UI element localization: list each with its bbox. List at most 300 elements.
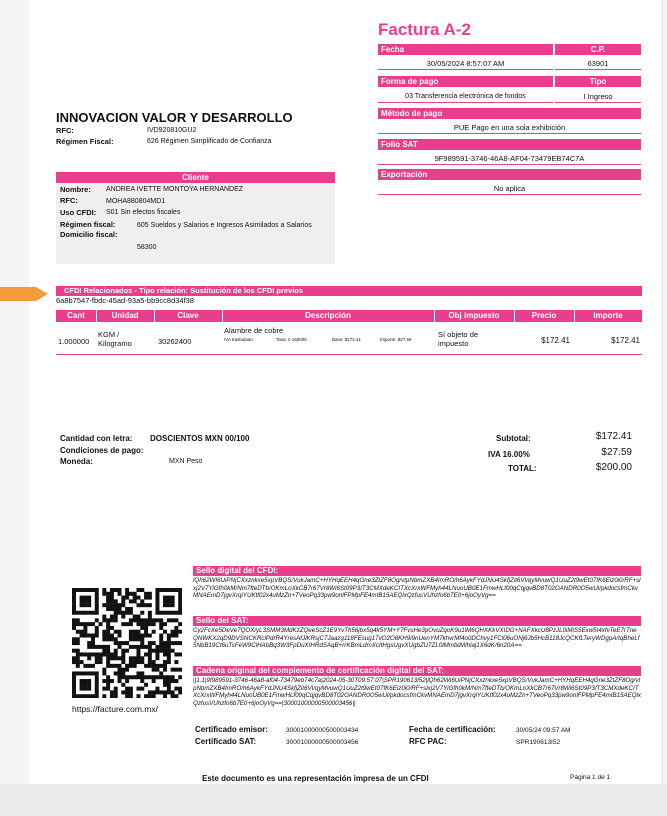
qr-module xyxy=(136,687,140,691)
qr-module xyxy=(114,694,118,698)
qr-module xyxy=(106,622,110,626)
fecha-cert-value: 30/05/24 09:57 AM xyxy=(516,727,571,734)
qr-module xyxy=(110,679,114,683)
qr-module xyxy=(102,603,106,607)
qr-module xyxy=(95,599,99,603)
qr-module xyxy=(110,618,114,622)
qr-module xyxy=(167,588,171,592)
col-separator xyxy=(222,310,223,322)
qr-module xyxy=(129,592,133,596)
qr-module xyxy=(102,592,106,596)
qr-module xyxy=(163,675,167,679)
qr-module xyxy=(140,603,144,607)
qr-module xyxy=(83,664,87,668)
qr-module xyxy=(155,588,159,592)
qr-module xyxy=(167,637,171,641)
issuer-regimen-value: 626 Régimen Simplificado de Confianza xyxy=(147,138,272,145)
qr-module xyxy=(163,599,167,603)
qr-module xyxy=(87,656,91,660)
qr-module xyxy=(106,630,110,634)
qr-module xyxy=(174,630,178,634)
qr-module xyxy=(87,599,91,603)
qr-module xyxy=(121,622,125,626)
qr-module xyxy=(152,630,156,634)
qr-module xyxy=(167,652,171,656)
qr-module xyxy=(118,603,122,607)
qr-module xyxy=(91,645,95,649)
qr-module xyxy=(155,618,159,622)
qr-module xyxy=(72,588,76,592)
qr-module xyxy=(133,656,137,660)
qr-module xyxy=(159,645,163,649)
col-cant: Cant xyxy=(67,311,85,320)
qr-module xyxy=(155,599,159,603)
qr-module xyxy=(76,664,80,668)
qr-module xyxy=(152,694,156,698)
qr-module xyxy=(91,664,95,668)
qr-module xyxy=(174,641,178,645)
qr-module xyxy=(121,603,125,607)
metodo-pago-label: Método de pago xyxy=(378,108,641,119)
qr-module xyxy=(136,660,140,664)
qr-module xyxy=(171,641,175,645)
qr-module xyxy=(140,645,144,649)
qr-module xyxy=(121,660,125,664)
qr-module xyxy=(144,596,148,600)
total-label: TOTAL: xyxy=(508,464,537,473)
qr-module xyxy=(152,675,156,679)
qr-module xyxy=(129,690,133,694)
qr-module xyxy=(125,675,129,679)
qr-module xyxy=(178,599,182,603)
col-separator xyxy=(154,310,155,322)
client-regimen-value: 605 Sueldos y Salarios e Ingresos Asimilados a Salarios xyxy=(137,222,312,229)
qr-module xyxy=(80,599,84,603)
qr-module xyxy=(106,634,110,638)
qr-module xyxy=(129,611,133,615)
qr-module xyxy=(140,622,144,626)
qr-module xyxy=(110,637,114,641)
qr-module xyxy=(110,596,114,600)
qr-module xyxy=(148,618,152,622)
qr-module xyxy=(83,634,87,638)
client-uso-value: S01 Sin efectos fiscales xyxy=(106,209,181,216)
qr-module xyxy=(171,679,175,683)
qr-module xyxy=(155,690,159,694)
qr-module xyxy=(140,611,144,615)
qr-module xyxy=(148,634,152,638)
qr-module xyxy=(125,668,129,672)
qr-module xyxy=(110,592,114,596)
qr-module xyxy=(152,641,156,645)
qr-module xyxy=(163,611,167,615)
qr-module xyxy=(91,622,95,626)
qr-module xyxy=(152,690,156,694)
qr-module xyxy=(99,660,103,664)
qr-module xyxy=(148,592,152,596)
qr-module xyxy=(136,615,140,619)
qr-module xyxy=(178,607,182,611)
qr-module xyxy=(118,675,122,679)
qr-module xyxy=(178,603,182,607)
qr-module xyxy=(129,694,133,698)
exportacion-label: Exportación xyxy=(378,169,641,180)
qr-module xyxy=(155,668,159,672)
forma-pago-label: Forma de pago xyxy=(378,76,553,87)
qr-module xyxy=(155,649,159,653)
qr-module xyxy=(133,618,137,622)
qr-module xyxy=(163,588,167,592)
qr-module xyxy=(171,630,175,634)
qr-module xyxy=(118,592,122,596)
qr-module xyxy=(125,690,129,694)
qr-module xyxy=(80,652,84,656)
row-importe-iva: Importe: $27.59 xyxy=(380,337,412,342)
total-value: $200.00 xyxy=(595,462,632,473)
qr-module xyxy=(106,596,110,600)
qr-module xyxy=(95,588,99,592)
qr-module xyxy=(72,656,76,660)
col-obj-impuesto: Obj impuesto xyxy=(448,311,500,320)
qr-module xyxy=(114,618,118,622)
qr-module xyxy=(148,652,152,656)
qr-module xyxy=(159,634,163,638)
qr-module xyxy=(76,694,80,698)
qr-module xyxy=(129,660,133,664)
qr-module xyxy=(178,630,182,634)
col-precio: Precio xyxy=(531,311,557,320)
qr-module xyxy=(129,656,133,660)
qr-module xyxy=(87,664,91,668)
qr-module xyxy=(159,637,163,641)
qr-module xyxy=(167,683,171,687)
qr-module xyxy=(114,664,118,668)
cadena-label: Cadena original del complemento de certificación digital del SAT: xyxy=(193,666,641,676)
qr-module xyxy=(114,649,118,653)
qr-module xyxy=(140,687,144,691)
qr-module xyxy=(72,683,76,687)
qr-module xyxy=(152,668,156,672)
qr-module xyxy=(167,656,171,660)
qr-module xyxy=(72,592,76,596)
qr-module xyxy=(106,603,110,607)
qr-module xyxy=(102,671,106,675)
qr-module xyxy=(174,618,178,622)
qr-module xyxy=(106,679,110,683)
qr-module xyxy=(136,588,140,592)
qr-module xyxy=(102,649,106,653)
qr-module xyxy=(178,588,182,592)
qr-module xyxy=(174,634,178,638)
qr-module xyxy=(106,599,110,603)
qr-module xyxy=(159,671,163,675)
qr-module xyxy=(102,637,106,641)
qr-module xyxy=(125,611,129,615)
qr-module xyxy=(171,694,175,698)
qr-module xyxy=(91,637,95,641)
qr-module xyxy=(133,592,137,596)
qr-module xyxy=(163,645,167,649)
qr-module xyxy=(125,641,129,645)
qr-module xyxy=(114,637,118,641)
cantidad-letra-label: Cantidad con letra: xyxy=(60,434,133,443)
qr-module xyxy=(163,649,167,653)
qr-module xyxy=(144,626,148,630)
qr-module xyxy=(114,630,118,634)
qr-module xyxy=(91,634,95,638)
qr-module xyxy=(178,690,182,694)
qr-module xyxy=(148,649,152,653)
qr-module xyxy=(167,687,171,691)
qr-module xyxy=(83,671,87,675)
qr-module xyxy=(167,645,171,649)
qr-module xyxy=(167,649,171,653)
qr-module xyxy=(148,660,152,664)
qr-module xyxy=(159,690,163,694)
qr-module xyxy=(114,607,118,611)
qr-module xyxy=(129,599,133,603)
condiciones-label: Condiciones de pago: xyxy=(60,446,144,455)
qr-module xyxy=(148,656,152,660)
qr-module xyxy=(144,645,148,649)
qr-module xyxy=(106,683,110,687)
qr-module xyxy=(171,588,175,592)
qr-module xyxy=(121,652,125,656)
qr-module xyxy=(114,611,118,615)
cp-label: C.P. xyxy=(555,44,641,55)
qr-module xyxy=(159,588,163,592)
qr-module xyxy=(171,611,175,615)
qr-url[interactable]: https://facture.com.mx/ xyxy=(72,704,158,714)
qr-module xyxy=(114,652,118,656)
qr-module xyxy=(144,592,148,596)
qr-module xyxy=(144,675,148,679)
sello-sat-value: Cy2FcXe5DeVe7QOX/yL3SMM3MdKzZQeeScZ1E9YvTh56jbx5q4k5YM+Y7FvsHe3pOvuZqoK9u1lM6QHXKkVXIDG+NAFXkcU8PzJL0iMiS5Exw5I4xfvTeE7rTneQNWKX2qD9DVSNCKRclPdrR4YresAfJlKRsjC7Jaazg118FEsug17vO2O8KH9i9nUenYM7khvrMf4o0DChvy1FCl06uONj6Jb5HcB118JcQCKfLTeryWDgpA/tqBheLf5NbB19Ct6uTsFeW9ClHAbBq3W3FpDuXIHRdSAqB+rrKBmLdmXcItHgsUgvXUgbZU7ZL0lMmbdWhlaj1X6dK/6n20A== xyxy=(193,627,640,649)
qr-module xyxy=(72,687,76,691)
qr-module xyxy=(118,671,122,675)
qr-module xyxy=(95,683,99,687)
col-separator xyxy=(514,310,515,322)
qr-module xyxy=(110,626,114,630)
qr-module xyxy=(171,649,175,653)
qr-module xyxy=(106,664,110,668)
qr-module xyxy=(118,607,122,611)
qr-module xyxy=(136,671,140,675)
qr-module xyxy=(102,630,106,634)
row-cant: 1.000000 xyxy=(58,337,90,346)
qr-module xyxy=(155,603,159,607)
qr-module xyxy=(167,603,171,607)
qr-module xyxy=(87,694,91,698)
moneda-value: MXN Peso xyxy=(169,458,203,465)
qr-module xyxy=(87,687,91,691)
invoice-title: Factura A-2 xyxy=(378,20,471,39)
qr-module xyxy=(125,588,129,592)
qr-module xyxy=(163,596,167,600)
qr-module xyxy=(95,607,99,611)
qr-module xyxy=(167,679,171,683)
qr-module xyxy=(102,687,106,691)
qr-module xyxy=(171,668,175,672)
qr-module xyxy=(140,634,144,638)
qr-module xyxy=(83,588,87,592)
qr-module xyxy=(118,634,122,638)
qr-module xyxy=(118,656,122,660)
qr-module xyxy=(148,622,152,626)
qr-module xyxy=(95,660,99,664)
qr-module xyxy=(129,675,133,679)
qr-module xyxy=(125,687,129,691)
qr-code xyxy=(72,588,182,698)
row-descripcion: Alambre de cobre xyxy=(224,326,284,335)
qr-module xyxy=(91,694,95,698)
qr-module xyxy=(80,671,84,675)
qr-module xyxy=(106,656,110,660)
cfdi-related-uuid: 6a8b7547-fbdc-45ad-93a5-bb9cc8d34f38 xyxy=(56,296,195,305)
qr-module xyxy=(110,652,114,656)
qr-module xyxy=(83,603,87,607)
col-separator xyxy=(574,310,575,322)
qr-module xyxy=(125,592,129,596)
qr-module xyxy=(171,599,175,603)
qr-module xyxy=(76,649,80,653)
qr-module xyxy=(171,603,175,607)
qr-module xyxy=(110,694,114,698)
qr-module xyxy=(121,690,125,694)
qr-module xyxy=(121,649,125,653)
qr-module xyxy=(167,599,171,603)
moneda-label: Moneda: xyxy=(60,457,93,466)
qr-module xyxy=(87,652,91,656)
rfc-pac-label: RFC PAC: xyxy=(409,737,447,746)
qr-module xyxy=(155,645,159,649)
qr-module xyxy=(95,694,99,698)
qr-module xyxy=(167,641,171,645)
qr-module xyxy=(136,622,140,626)
qr-module xyxy=(125,596,129,600)
qr-module xyxy=(95,603,99,607)
qr-module xyxy=(133,645,137,649)
qr-module xyxy=(110,588,114,592)
qr-module xyxy=(95,656,99,660)
qr-module xyxy=(136,645,140,649)
qr-module xyxy=(106,637,110,641)
qr-module xyxy=(167,618,171,622)
forma-pago-value: 03 Transferencia electrónica de fondos xyxy=(378,92,553,103)
qr-module xyxy=(95,679,99,683)
qr-module xyxy=(87,588,91,592)
qr-module xyxy=(144,603,148,607)
footer-page: Página 1 de 1 xyxy=(570,774,611,781)
qr-module xyxy=(91,588,95,592)
qr-module xyxy=(76,588,80,592)
qr-module xyxy=(163,664,167,668)
qr-module xyxy=(148,694,152,698)
qr-module xyxy=(152,679,156,683)
qr-module xyxy=(133,634,137,638)
qr-module xyxy=(140,626,144,630)
qr-module xyxy=(174,588,178,592)
qr-module xyxy=(121,611,125,615)
qr-module xyxy=(129,637,133,641)
row-iva: IVA trasladado xyxy=(224,337,253,342)
qr-module xyxy=(148,615,152,619)
subtotal-label: Subtotal: xyxy=(496,434,531,443)
qr-module xyxy=(136,675,140,679)
qr-module xyxy=(125,664,129,668)
qr-module xyxy=(144,630,148,634)
qr-module xyxy=(136,634,140,638)
qr-module xyxy=(114,656,118,660)
qr-module xyxy=(80,694,84,698)
qr-module xyxy=(106,652,110,656)
client-uso-label: Uso CFDI: xyxy=(60,208,97,217)
qr-module xyxy=(136,596,140,600)
qr-module xyxy=(110,656,114,660)
qr-module xyxy=(106,675,110,679)
qr-module xyxy=(152,618,156,622)
qr-module xyxy=(72,694,76,698)
qr-module xyxy=(83,694,87,698)
qr-module xyxy=(121,641,125,645)
tipo-label: Tipo xyxy=(555,76,641,87)
qr-module xyxy=(99,652,103,656)
row-tasa: Tasa: 0.160000 xyxy=(276,337,307,342)
qr-module xyxy=(72,690,76,694)
qr-module xyxy=(178,641,182,645)
qr-module xyxy=(140,660,144,664)
qr-module xyxy=(136,603,140,607)
qr-module xyxy=(76,652,80,656)
qr-module xyxy=(171,690,175,694)
qr-module xyxy=(80,622,84,626)
sello-cfdi-value: lQh62WI6UiPNjCXxznkxe5xpVBQS/VukJamC+HYHqEEH4qGne3ZtZF8Og/vtpNbmZXB4ImRO/h6AykFYdJNU4SkfjZit6VI/qyMvuwQ1UuZ2t9wEt07fK6Eiz0i0/RF+slxj2V7YiGfh0kM/Nm7fteDTb/OKmLoXkCB7r67Vr8Wi6St09P3/T3CMXdeKCITXcXrxWFMyh44LNuoUB0E1FmwHLf00qCqjqvBD8T02OANDR0O5wUl/pkdocsfmCkvMNAEmD7jgvXrqiYUKtf02x4uMzZn+TVeoPq33pw9onlFPMpFE4mIB15AEQlxQzfusVUhzfo6b7E0+6joOyVg== xyxy=(193,577,641,599)
qr-module xyxy=(133,615,137,619)
qr-module xyxy=(80,588,84,592)
qr-module xyxy=(129,622,133,626)
qr-module xyxy=(102,634,106,638)
qr-module xyxy=(72,618,76,622)
qr-module xyxy=(155,607,159,611)
qr-module xyxy=(167,611,171,615)
qr-module xyxy=(76,618,80,622)
qr-module xyxy=(106,687,110,691)
qr-module xyxy=(163,690,167,694)
qr-module xyxy=(80,634,84,638)
qr-module xyxy=(144,652,148,656)
qr-module xyxy=(72,641,76,645)
qr-module xyxy=(178,611,182,615)
qr-module xyxy=(140,618,144,622)
qr-module xyxy=(133,630,137,634)
qr-module xyxy=(133,637,137,641)
qr-module xyxy=(152,660,156,664)
qr-module xyxy=(95,592,99,596)
cfdi-related-header: CFDI Relacionados - Tipo relación: Sustitución de los CFDI previos xyxy=(56,286,642,296)
qr-module xyxy=(102,694,106,698)
qr-module xyxy=(125,694,129,698)
client-nombre-value: ANDREA IVETTE MONTOYA HERNANDEZ xyxy=(106,186,244,193)
qr-module xyxy=(95,611,99,615)
qr-module xyxy=(159,649,163,653)
qr-module xyxy=(76,660,80,664)
client-domicilio-label: Domicilio fiscal: xyxy=(60,230,118,239)
qr-module xyxy=(178,592,182,596)
qr-module xyxy=(144,634,148,638)
qr-module xyxy=(171,618,175,622)
qr-module xyxy=(95,671,99,675)
qr-module xyxy=(125,607,129,611)
